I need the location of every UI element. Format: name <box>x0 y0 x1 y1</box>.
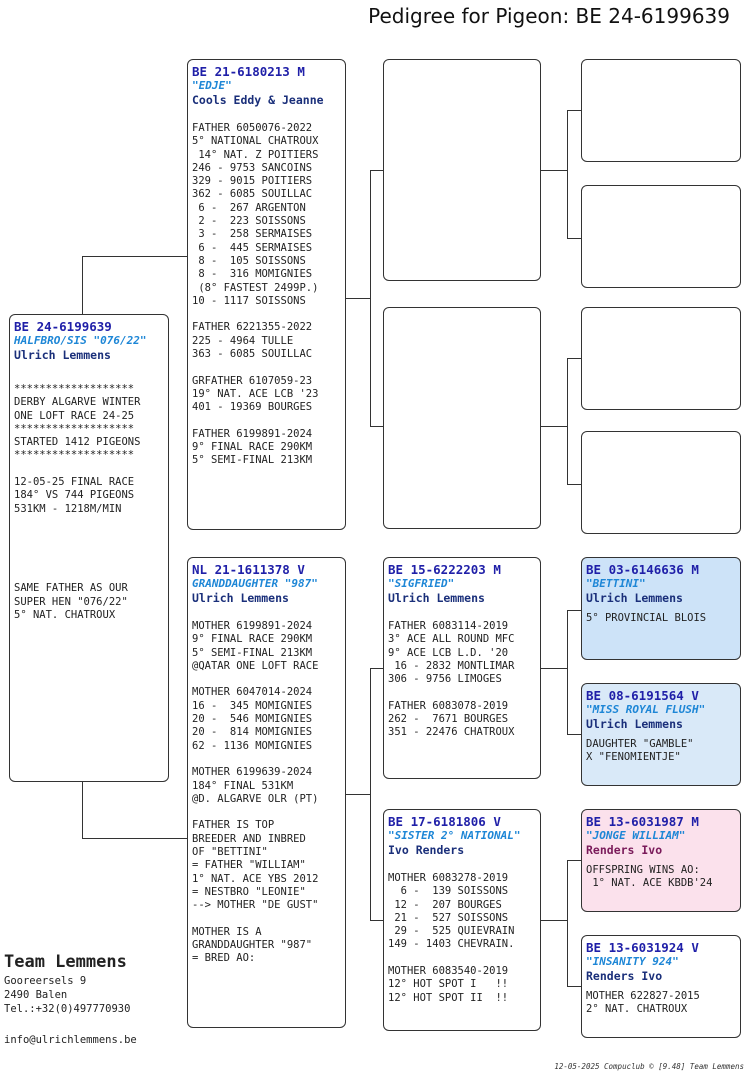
dam-dam-card <box>383 809 541 1031</box>
connector-line <box>567 610 581 611</box>
connector-line <box>370 426 383 427</box>
pigeon-nickname: "SISTER 2° NATIONAL" <box>388 829 521 842</box>
pigeon-notes: MOTHER 622827-2015 2° NAT. CHATROUX <box>586 990 700 1016</box>
connector-line <box>567 986 581 987</box>
pigeon-notes: DAUGHTER "GAMBLE" X "FENOMIENTJE" <box>586 738 694 764</box>
connector-line <box>567 358 581 359</box>
connector-line <box>346 298 370 299</box>
subject-pigeon-card <box>9 314 169 782</box>
connector-line <box>567 484 581 485</box>
owner-name: Ulrich Lemmens <box>388 591 485 605</box>
owner-name: Ulrich Lemmens <box>192 591 289 605</box>
connector-line <box>541 920 567 921</box>
ring-number: BE 08-6191564 V <box>586 688 699 703</box>
pigeon-nickname: GRANDDAUGHTER "987" <box>192 577 318 590</box>
empty-pedigree-card <box>581 431 741 534</box>
breeder-city: 2490 Balen <box>4 989 68 1001</box>
connector-line <box>370 920 383 921</box>
connector-line <box>82 838 187 839</box>
pigeon-notes: ******************* DERBY ALGARVE WINTER ONE LOFT RACE 24-25 ******************* STARTED 1412 PIGEONS ******************* 12-05-25 FINAL RACE 184° VS 744 PIGEONS 531KM - 1218M/MIN SAME FATHER AS OUR SUPER HEN "076/22" 5° NAT. CHATROUX <box>14 383 141 622</box>
print-stamp: 12-05-2025 Compuclub © [9.48] Team Lemmens <box>554 1062 744 1071</box>
empty-pedigree-card <box>581 59 741 162</box>
owner-name: Renders Ivo <box>586 843 663 857</box>
pigeon-nickname: "INSANITY 924" <box>586 955 679 968</box>
ring-number: BE 03-6146636 M <box>586 562 699 577</box>
great-granddam-card <box>581 683 741 786</box>
empty-pedigree-card <box>581 307 741 410</box>
connector-line <box>82 256 83 314</box>
great-grandsire-card <box>581 557 741 660</box>
ring-number: NL 21-1611378 V <box>192 562 305 577</box>
connector-line <box>370 668 371 920</box>
ring-number: BE 13-6031924 V <box>586 940 699 955</box>
dam-sire-card <box>383 557 541 779</box>
page-title: Pedigree for Pigeon: BE 24-6199639 <box>368 4 730 28</box>
great-grandsire-card <box>581 809 741 912</box>
connector-line <box>346 794 370 795</box>
connector-line <box>82 782 83 838</box>
breeder-phone: Tel.:+32(0)497770930 <box>4 1003 131 1015</box>
pigeon-notes: OFFSPRING WINS AO: 1° NAT. ACE KBDB'24 <box>586 864 713 890</box>
connector-line <box>541 426 567 427</box>
pigeon-notes: MOTHER 6083278-2019 6 - 139 SOISSONS 12 - 207 BOURGES 21 - 527 SOISSONS 29 - 525 QUIEVRAIN 149 - 1403 CHEVRAIN. MOTHER 6083540-2019 12° HOT SPOT I !! 12° HOT SPOT II !! <box>388 872 515 1004</box>
connector-line <box>541 170 567 171</box>
connector-line <box>567 358 568 484</box>
empty-pedigree-card <box>581 185 741 288</box>
dam-card <box>187 557 346 1028</box>
pigeon-notes: FATHER 6050076-2022 5° NATIONAL CHATROUX 14° NAT. Z POITIERS 246 - 9753 SANCOINS 329 - 9015 POITIERS 362 - 6085 SOUILLAC 6 - 267 ARGENTON 2 - 223 SOISSONS 3 - 258 SERMAISES 6 - 445 SERMAISES 8 - 105 SOISSONS 8 - 316 MOMIGNIES (8° FASTEST 2499P.) 10 - 1117 SOISSONS FATHER 6221355-2022 225 - 4964 TULLE 363 - 6085 SOUILLAC GRFATHER 6107059-23 19° NAT. ACE LCB '23 401 - 19369 BOURGES FATHER 6199891-2024 9° FINAL RACE 290KM 5° SEMI-FINAL 213KM <box>192 122 319 467</box>
owner-name: Renders Ivo <box>586 969 663 983</box>
breeder-street: Gooreersels 9 <box>4 975 87 987</box>
pigeon-nickname: "SIGFRIED" <box>388 577 455 590</box>
connector-line <box>370 668 383 669</box>
empty-pedigree-card <box>383 307 541 529</box>
owner-name: Ivo Renders <box>388 843 465 857</box>
breeder-email[interactable]: info@ulrichlemmens.be <box>4 1034 137 1046</box>
connector-line <box>567 860 568 986</box>
pigeon-notes: MOTHER 6199891-2024 9° FINAL RACE 290KM 5° SEMI-FINAL 213KM @QATAR ONE LOFT RACE MOTHER 6047014-2024 16 - 345 MOMIGNIES 20 - 546 MOMIGNIES 20 - 814 MOMIGNIES 62 - 1136 MOMIGNIES MOTHER 6199639-2024 184° FINAL 531KM @D. ALGARVE OLR (PT) FATHER IS TOP BREEDER AND INBRED OF "BETTINI" = FATHER "WILLIAM" 1° NAT. ACE YBS 2012 = NESTBRO "LEONIE" --> MOTHER "DE GUST" MOTHER IS A GRANDDAUGHTER "987" = BRED AO: <box>192 620 319 965</box>
breeder-name: Team Lemmens <box>4 952 127 972</box>
owner-name: Ulrich Lemmens <box>586 717 683 731</box>
sire-card <box>187 59 346 530</box>
connector-line <box>370 170 383 171</box>
connector-line <box>567 860 581 861</box>
owner-name: Ulrich Lemmens <box>586 591 683 605</box>
pigeon-nickname: "BETTINI" <box>586 577 646 590</box>
ring-number: BE 21-6180213 M <box>192 64 305 79</box>
connector-line <box>567 110 568 238</box>
ring-number: BE 17-6181806 V <box>388 814 501 829</box>
connector-line <box>567 734 581 735</box>
connector-line <box>567 610 568 734</box>
ring-number: BE 13-6031987 M <box>586 814 699 829</box>
pigeon-nickname: HALFBRO/SIS "076/22" <box>14 334 147 347</box>
pigeon-nickname: "EDJE" <box>192 79 232 92</box>
owner-name: Cools Eddy & Jeanne <box>192 93 324 107</box>
connector-line <box>567 238 581 239</box>
great-granddam-card <box>581 935 741 1038</box>
connector-line <box>567 110 581 111</box>
connector-line <box>370 170 371 426</box>
pigeon-notes: 5° PROVINCIAL BLOIS <box>586 612 707 624</box>
ring-number: BE 24-6199639 <box>14 319 112 334</box>
pigeon-nickname: "JONGE WILLIAM" <box>586 829 686 842</box>
empty-pedigree-card <box>383 59 541 281</box>
ring-number: BE 15-6222203 M <box>388 562 501 577</box>
pigeon-notes: FATHER 6083114-2019 3° ACE ALL ROUND MFC 9° ACE LCB L.D. '20 16 - 2832 MONTLIMAR 306 - 9756 LIMOGES FATHER 6083078-2019 262 - 7671 BOURGES 351 - 22476 CHATROUX <box>388 620 515 739</box>
connector-line <box>82 256 187 257</box>
connector-line <box>541 668 567 669</box>
pigeon-nickname: "MISS ROYAL FLUSH" <box>586 703 706 716</box>
owner-name: Ulrich Lemmens <box>14 348 111 362</box>
